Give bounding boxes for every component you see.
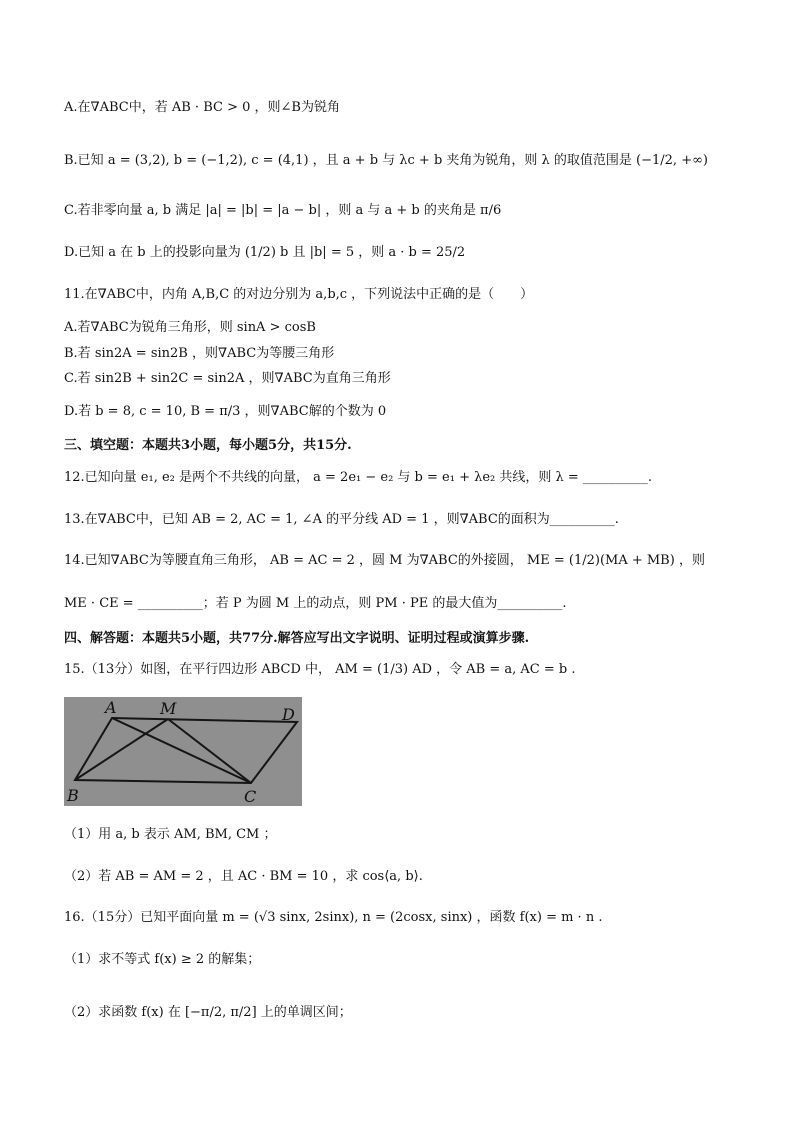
parallelogram-figure [64,697,302,806]
question-15-part2: （2）若 AB = AM = 2 ，且 AC · BM = 10 ，求 cos⟨a, b⟩. [64,869,423,884]
question-16-part1: （1）求不等式 f(x) ≥ 2 的解集； [64,952,261,967]
section-heading-solutions: 四、解答题：本题共5小题，共77分.解答应写出文字说明、证明过程或演算步骤. [64,631,530,646]
option-11a: A.若∇ABC为锐角三角形，则 sinA > cosB [64,320,316,335]
option-10d: D.已知 a 在 b 上的投影向量为 (1/2) b 且 |b| = 5 ，则 a · b = 25/2 [64,245,466,260]
option-11d: D.若 b = 8, c = 10, B = π/3 ，则∇ABC解的个数为 0 [64,404,387,419]
question-16-part2: （2）求函数 f(x) 在 [−π/2, π/2] 上的单调区间； [64,1005,352,1020]
section-heading-fill-in: 三、填空题：本题共3小题，每小题5分，共15分. [64,438,352,453]
label-b: B [67,786,79,805]
question-11: 11.在∇ABC中，内角 A,B,C 的对边分别为 a,b,c ，下列说法中正确的是（ ） [64,287,534,302]
question-16: 16.（15分）已知平面向量 m = (√3 sinx, 2sinx), n = (2cosx, sinx) ，函数 f(x) = m · n . [64,910,603,925]
question-14-line2: ME · CE = __________；若 P 为圆 M 上的动点，则 PM · PE 的最大值为__________. [64,596,567,611]
option-10a: A.在∇ABC中，若 AB · BC > 0 ，则∠B为锐角 [64,100,340,115]
option-10b: B.已知 a = (3,2), b = (−1,2), c = (4,1) ，且 a + b 与 λc + b 夹角为锐角，则 λ 的取值范围是 (−1/2, +∞) [64,153,708,168]
parallelogram-diagram [64,697,302,806]
label-m: M [160,699,177,718]
question-12: 12.已知向量 e₁, e₂ 是两个不共线的向量， a = 2e₁ − e₂ 与 b = e₁ + λe₂ 共线，则 λ = __________. [64,470,653,485]
option-11b: B.若 sin2A = sin2B ，则∇ABC为等腰三角形 [64,346,335,361]
question-14-line1: 14.已知∇ABC为等腰直角三角形， AB = AC = 2 ，圆 M 为∇ABC的外接圆， ME = (1/2)(MA + MB) ，则 [64,553,705,568]
label-d: D [282,705,295,724]
option-10c: C.若非零向量 a, b 满足 |a| = |b| = |a − b| ，则 a 与 a + b 的夹角是 π/6 [64,203,502,218]
label-c: C [244,787,257,806]
question-15: 15.（13分）如图，在平行四边形 ABCD 中， AM = (1/3) AD ，令 AB = a, AC = b . [64,662,576,677]
label-a: A [105,698,117,717]
question-13: 13.在∇ABC中，已知 AB = 2, AC = 1, ∠A 的平分线 AD = 1 ，则∇ABC的面积为__________. [64,512,619,527]
option-11c: C.若 sin2B + sin2C = sin2A ，则∇ABC为直角三角形 [64,371,391,386]
question-15-part1: （1）用 a, b 表示 AM, BM, CM ； [64,827,277,842]
